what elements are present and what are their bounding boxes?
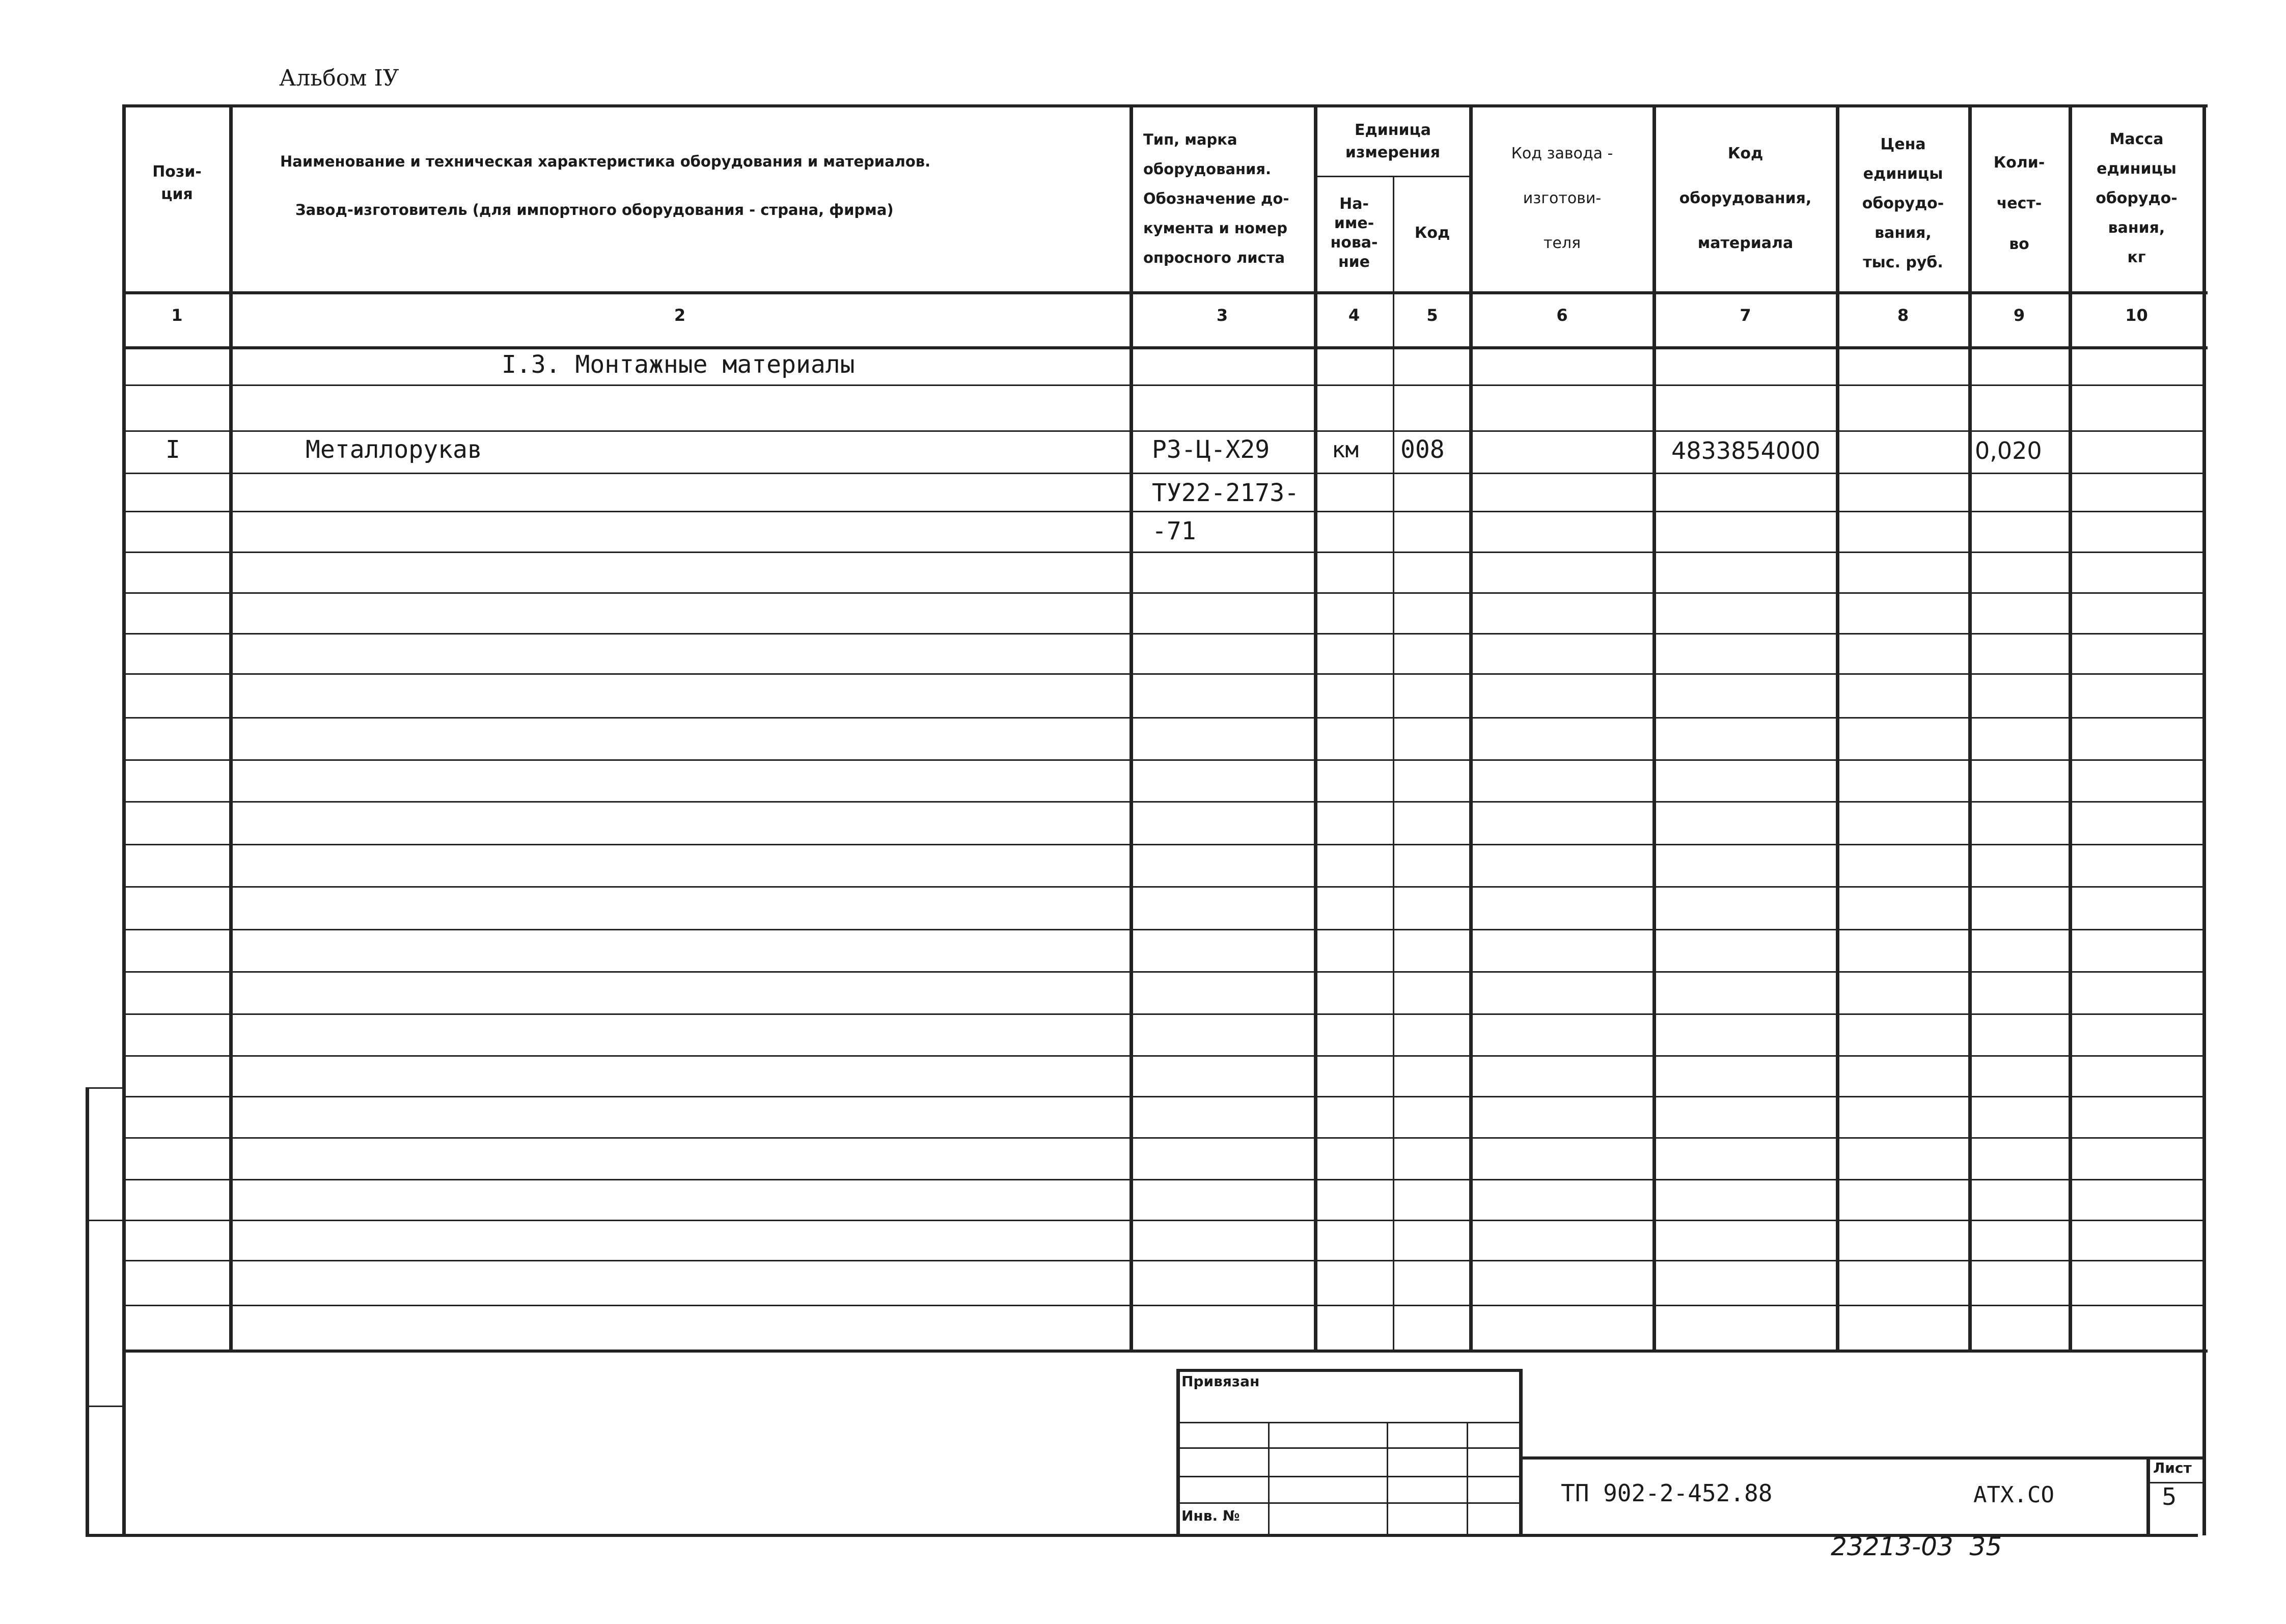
header-mass: Масса единицы оборудо- вания, кг — [2096, 130, 2178, 266]
header-price: Цена единицы оборудо- вания, тыс. руб. — [1862, 135, 1944, 271]
table-row-line — [122, 929, 2204, 930]
header-unit-code: Код — [1414, 224, 1450, 242]
table-row-line — [122, 473, 2204, 474]
row-position: I — [166, 435, 180, 464]
row-quantity: 0,020 — [1975, 437, 2042, 464]
table-row-line — [122, 633, 2204, 635]
binding-strip-line — [86, 1406, 122, 1407]
col-border-3 — [1314, 104, 1317, 1351]
stamp-right — [1519, 1369, 1523, 1535]
stamp-col — [1467, 1422, 1468, 1534]
table-row-line — [122, 673, 2204, 675]
column-number-5: 5 — [1426, 306, 1438, 325]
table-row-line — [122, 1260, 2204, 1261]
sheet-box-left — [2146, 1456, 2150, 1535]
column-number-9: 9 — [2013, 306, 2025, 325]
album-label: Альбом IУ — [279, 65, 399, 91]
col-border-left — [122, 104, 126, 1535]
row-unit-code: 008 — [1400, 435, 1445, 464]
document-mark: АТХ.СО — [1973, 1482, 2054, 1508]
table-row-line — [122, 384, 2204, 386]
header-type: Тип, марка оборудования. Обозначение до- кумента и номер опросного листа — [1143, 131, 1289, 266]
table-bottom-border — [122, 1350, 2208, 1353]
row-type-line-2: ТУ22-2173- — [1152, 479, 1299, 507]
inventory-number-label: Инв. № — [1181, 1507, 1240, 1524]
binding-strip-line — [86, 1087, 122, 1089]
sheet-number: 5 — [2162, 1483, 2177, 1510]
row-unit-name: км — [1332, 437, 1359, 463]
table-row-line — [122, 971, 2204, 973]
column-number-6: 6 — [1556, 306, 1568, 325]
header-unit: Единица измерения — [1345, 121, 1441, 161]
title-main-line — [1519, 1456, 2204, 1460]
column-number-7: 7 — [1740, 306, 1751, 325]
row-name: Металлорукав — [306, 435, 482, 464]
table-row-line — [122, 759, 2204, 761]
table-row-line — [122, 1055, 2204, 1057]
stamp-line — [1176, 1502, 1520, 1504]
col-border-7 — [1836, 104, 1839, 1351]
col-border-right — [2202, 104, 2206, 1535]
table-row-line — [122, 1096, 2204, 1097]
column-number-1: 1 — [171, 306, 183, 325]
column-number-2: 2 — [674, 306, 686, 325]
header-factory-code: Код завода - изготови- теля — [1511, 145, 1613, 252]
table-row-line — [122, 1137, 2204, 1139]
header-name-line1: Наименование и техническая характеристика оборудования и материалов. — [280, 153, 931, 170]
privyazan-label: Привязан — [1181, 1373, 1260, 1390]
row-equipment-code: 4833854000 — [1671, 437, 1821, 464]
table-row-line — [122, 511, 2204, 512]
row-type-line-1: РЗ-Ц-Х29 — [1152, 435, 1270, 464]
stamp-top — [1176, 1369, 1520, 1372]
col-border-5 — [1469, 104, 1473, 1351]
table-row-line — [122, 1179, 2204, 1180]
stamp-left — [1176, 1369, 1180, 1535]
table-row-line — [122, 552, 2204, 553]
header-unit-name: На- име- нова- ние — [1330, 195, 1378, 271]
col-border-8 — [1968, 104, 1972, 1351]
stamp-col — [1387, 1422, 1388, 1534]
table-row-line — [122, 717, 2204, 719]
header-quantity: Коли- чест- во — [1993, 154, 2045, 253]
footer-note: 23213-03 35 — [1831, 1532, 2002, 1561]
document-code: ТП 902-2-452.88 — [1561, 1479, 1773, 1507]
table-row-line — [122, 801, 2204, 803]
column-number-8: 8 — [1897, 306, 1909, 325]
sheet-label: Лист — [2153, 1460, 2192, 1476]
col-border-2 — [1130, 104, 1133, 1351]
table-colnum-bottom — [122, 346, 2208, 349]
table-top-border — [122, 104, 2208, 107]
table-row-line — [122, 430, 2204, 432]
header-name-line2: Завод-изготовитель (для импортного оборудования - страна, фирма) — [295, 201, 894, 218]
col-border-9 — [2069, 104, 2072, 1351]
header-equipment-code: Код оборудования, материала — [1679, 145, 1812, 252]
binding-strip-line — [86, 1220, 122, 1221]
table-row-line — [122, 1220, 2204, 1221]
section-title: I.3. Монтажные материалы — [502, 350, 855, 379]
col-border-4 — [1393, 176, 1394, 1351]
binding-strip-left — [86, 1087, 89, 1535]
header-position: Пози- ция — [152, 163, 202, 203]
table-row-line — [122, 1305, 2204, 1306]
stamp-line — [1176, 1476, 1520, 1477]
stamp-col — [1268, 1422, 1270, 1534]
stamp-line — [1176, 1422, 1520, 1423]
row-type-line-3: -71 — [1152, 517, 1196, 545]
column-number-4: 4 — [1348, 306, 1360, 325]
column-number-3: 3 — [1216, 306, 1228, 325]
column-number-10: 10 — [2125, 306, 2148, 325]
table-row-line — [122, 1013, 2204, 1015]
table-row-line — [122, 844, 2204, 845]
table-row-line — [122, 886, 2204, 888]
col-border-6 — [1652, 104, 1656, 1351]
table-header-bottom — [122, 291, 2208, 294]
col-border-1 — [229, 104, 233, 1351]
stamp-line — [1176, 1447, 1520, 1449]
table-row-line — [122, 592, 2204, 594]
